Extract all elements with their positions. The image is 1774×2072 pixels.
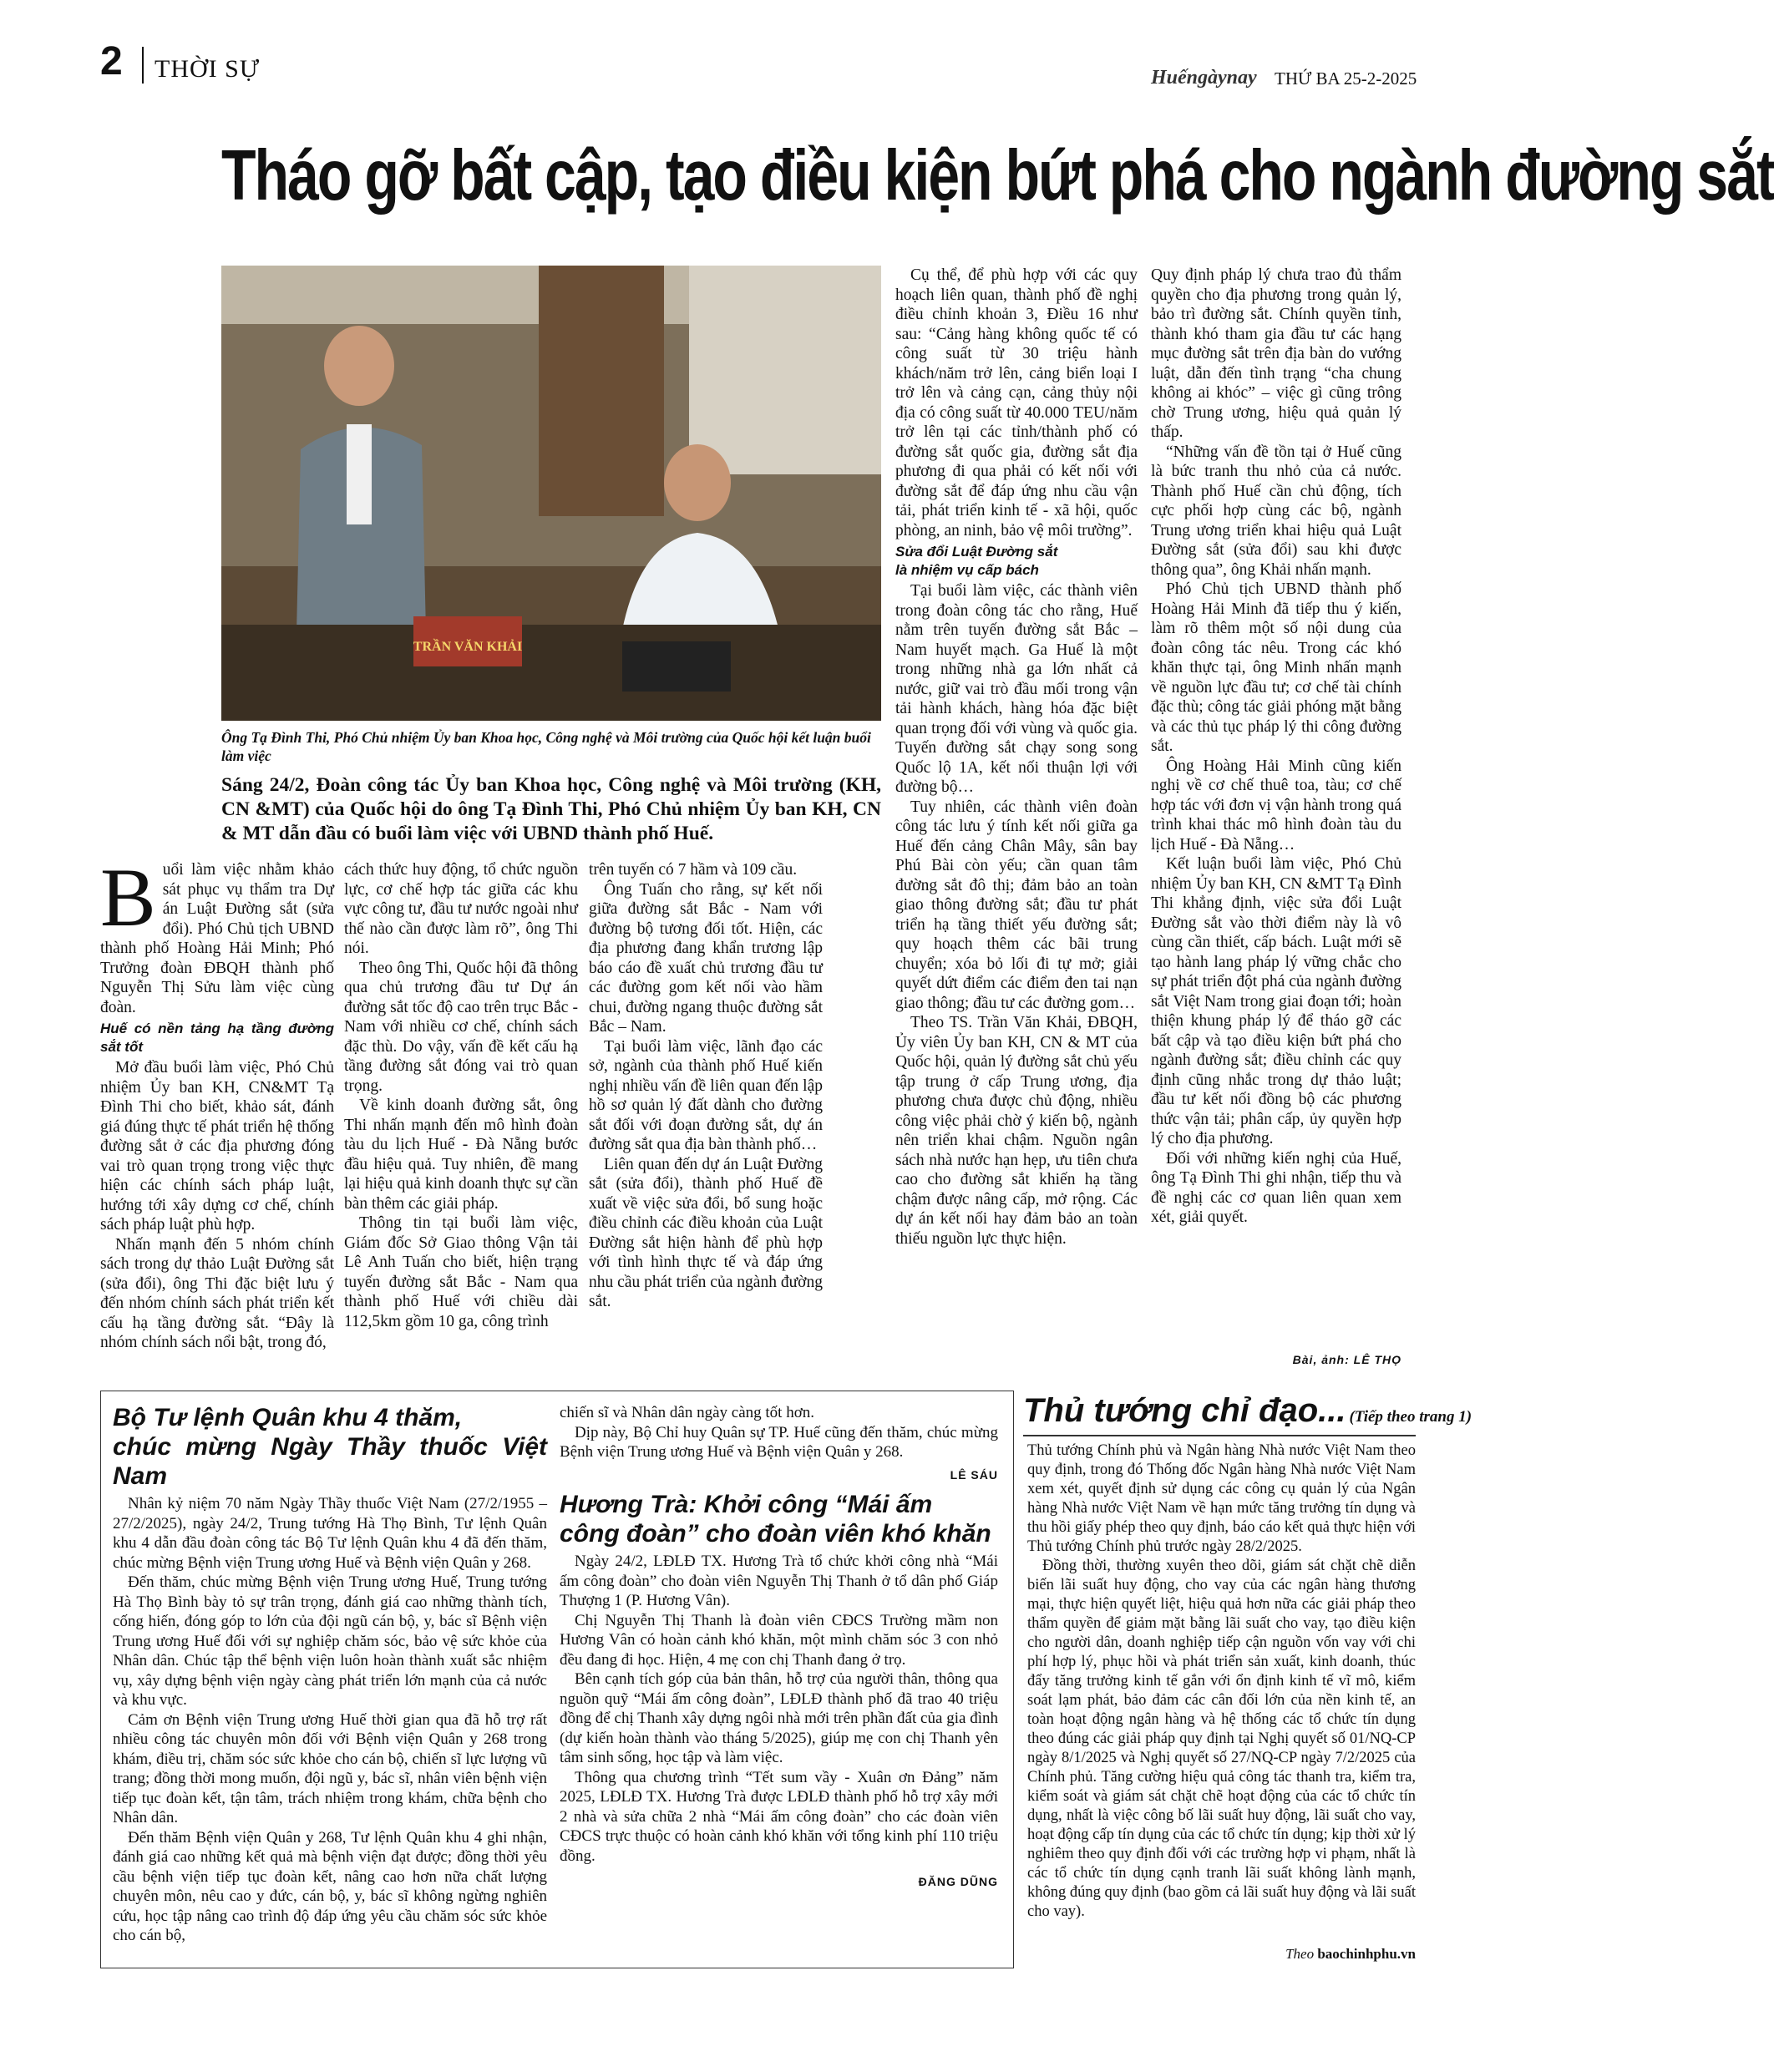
story-byline: ĐĂNG DŨNG (918, 1875, 998, 1888)
photo-caption: Ông Tạ Đình Thi, Phó Chủ nhiệm Ủy ban Khoa học, Công nghệ và Môi trường của Quốc hội kết luận buổi làm việc (221, 729, 871, 764)
title-rule (1023, 1435, 1416, 1436)
article-photo (221, 266, 881, 721)
paragraph: Cụ thể, để phù hợp với các quy hoạch liên quan, thành phố đề nghị điều chỉnh khoản 3, Điều 16 như sau: “Cảng hàng không quốc tế có công suất từ 30 triệu hành khách/năm trở lên, cảng biển loại I trở lên và cảng cạn, cảng thủy nội địa có công suất từ 40.000 TEU/năm trở lên tại các tỉnh/thành phố có đường sắt quốc gia, đường sắt địa phương đi qua phải có kết nối với đường sắt để đáp ứng nhu cầu vận tải, phát triển kinh tế - xã hội, quốc phòng, an ninh, bảo vệ môi trường”. (895, 266, 1138, 540)
masthead-logo: Huếngàynay (1151, 67, 1257, 89)
article-column-1 (100, 851, 334, 1353)
paragraph: Tại buổi làm việc, lãnh đạo các sở, ngành của thành phố Huế kiến nghị nhiều vấn đề liên quan đến lập hồ sơ quản lý đất dành cho đường sắt đối với đoạn đường sắt, dự án đường sắt qua địa bàn thành phố… (589, 1037, 823, 1153)
source-prefix: Theo (1285, 1946, 1315, 1962)
drop-cap: B (100, 851, 156, 944)
box-story-3 (1027, 1441, 1416, 1922)
article-byline: Bài, ảnh: LÊ THỌ (1292, 1353, 1401, 1366)
subheading: Sửa đổi Luật Đường sắt (895, 544, 1058, 560)
article-column-5 (1151, 266, 1401, 1228)
paragraph: Thủ tướng Chính phủ và Ngân hàng Nhà nước Việt Nam theo quy định, trong đó Thống đốc Ngân hàng Nhà nước Việt Nam xem xét, quyết định sử dụng các công cụ quản lý của Ngân hàng Nhà nước Việt Nam về hạn mức tăng trưởng tín dụng và thu hồi giấy phép theo quy định, báo cáo kết quả thực hiện với Thủ tướng Chính phủ trước ngày 28/2/2025. (1027, 1442, 1416, 1555)
story-byline: LÊ SÁU (950, 1467, 998, 1482)
paragraph: Thông tin tại buổi làm việc, Giám đốc Sở Giao thông Vận tải Lê Anh Tuấn cho biết, hiện trạng tuyến đường sắt Bắc - Nam qua thành phố Huế với chiều dài 112,5km gồm 10 ga, công trình (344, 1214, 578, 1330)
article-column-4 (895, 266, 1138, 1249)
paragraph: Đồng thời, thường xuyên theo dõi, giám sát chặt chẽ diễn biến lãi suất huy động, cho vay của các ngân hàng thương mại, thực hiện quyết liệt, hiệu quả hơn nữa các giải pháp theo thẩm quyền để giảm mặt bằng lãi suất cho vay, tạo điều kiện cho người dân, doanh nghiệp tiếp cận nguồn vốn vay với chi phí hợp lý, phục hồi và phát triển sản xuất, kinh doanh, thúc đẩy tăng trưởng kinh tế gắn với ổn định kinh tế vĩ mô, kiểm soát lạm phát, bảo đảm các cân đối lớn của nền kinh tế, an toàn hoạt động ngân hàng và hệ thống các tổ chức tín dụng theo đúng các giải pháp quy định tại Nghị quyết số 01/NQ-CP ngày 8/1/2025 và Nghị quyết số 27/NQ-CP ngày 7/2/2025 của Chính phủ. Tăng cường hiệu quả công tác thanh tra, kiểm tra, kiểm soát và giám sát chặt chẽ hoạt động của các tổ chức tín dụng, nhất là việc công bố lãi suất huy động, lãi suất cho vay, hoạt động cấp tín dụng của các tổ chức tín dụng; kịp thời xử lý nghiêm theo quy định đối với các trường hợp vi phạm, nhất là các tổ chức tín dụng cạnh tranh lãi suất không lành mạnh, không đúng quy định (bao gồm cả lãi suất huy động và lãi suất cho vay). (1027, 1558, 1416, 1920)
paragraph: Kết luận buổi làm việc, Phó Chủ nhiệm Ủy ban KH, CN &MT Tạ Đình Thi khẳng định, việc sửa đổi Luật Đường sắt vào thời điểm này là vô cùng cần thiết, cấp bách. Luật mới sẽ tạo hành lang pháp lý vững chắc cho sự phát triển đột phá của ngành đường sắt Việt Nam trong giai đoạn tới; hoàn thiện khung pháp lý để tháo gỡ các bất cập và tạo điều kiện bứt phá cho ngành đường sắt; điều chỉnh các quy định cũng nhắc trong dự thảo luật; đầu tư kết nối đồng bộ các phương thức vận tải; phân cấp, ủy quyền hợp lý cho địa phương. (1151, 855, 1401, 1147)
paragraph: Chị Nguyễn Thị Thanh là đoàn viên CĐCS Trường mầm non Hương Vân có hoàn cảnh khó khăn, một mình chăm sóc 3 con nhỏ đều đang đi học. Hiện, 4 mẹ con chị Thanh đang ở trọ. (560, 1611, 998, 1669)
paragraph: chiến sĩ và Nhân dân ngày càng tốt hơn. (560, 1404, 814, 1421)
section-label: THỜI SỰ (155, 55, 261, 83)
continued-story-title (1023, 1391, 1472, 1431)
story-title: Bộ Tư lệnh Quân khu 4 thăm, (113, 1404, 463, 1431)
source-name: baochinhphu.vn (1317, 1946, 1416, 1962)
subheading: Huế có nền tảng hạ tầng đường sắt tốt (100, 1021, 334, 1055)
paragraph: Thông qua chương trình “Tết sum vầy - Xuân ơn Đảng” năm 2025, LĐLĐ TX. Hương Trà được LĐLĐ thành phố hỗ trợ xây mới 2 nhà và sửa chữa 2 nhà “Mái ấm công đoàn” cho các đoàn viên CĐCS trực thuộc có hoàn cảnh khó khăn với tổng kinh phí 110 triệu đồng. (560, 1768, 998, 1865)
paragraph: trên tuyến có 7 hầm và 109 cầu. (589, 861, 798, 879)
paragraph: Theo TS. Trần Văn Khải, ĐBQH, Ủy viên Ủy ban KH, CN & MT của Quốc hội, quản lý đường sắt chủ yếu tập trung ở cấp Trung ương, địa phương chưa được chủ động, nhiều công việc phải chờ ý kiến bộ, ngành nên triển khai chậm. Nguồn ngân sách nhà nước hạn hẹp, ưu tiên chưa cao cho đường sắt khiến hạ tầng chậm được nâng cấp, mở rộng. Các dự án kết nối hay đảm bảo an toàn thiếu nguồn lực thực hiện. (895, 1014, 1138, 1248)
source-line (1023, 1946, 1416, 1963)
box-story-2 (560, 1403, 998, 1892)
paragraph: Phó Chủ tịch UBND thành phố Hoàng Hải Minh đã tiếp thu ý kiến, làm rõ thêm một số nội dung của đoàn công tác nêu. Trong các khó khăn thực tại, ông Minh nhấn mạnh về nguồn lực đầu tư; cơ chế tài chính đặc thù; công tác giải phóng mặt bằng và các thủ tục pháp lý thi công đường sắt. (1151, 580, 1401, 755)
article-column-3 (589, 860, 823, 1312)
paragraph: Liên quan đến dự án Luật Đường sắt (sửa đổi), thành phố Huế đề xuất về việc sửa đổi, bổ sung hoặc điều chỉnh các điều khoản của Luật Đường sắt hiện hành để phù hợp với tình hình thực tế và đáp ứng nhu cầu phát triển của ngành đường sắt. (589, 1155, 823, 1310)
story-title: Thủ tướng chỉ đạo... (1023, 1392, 1346, 1429)
article-column-2 (344, 860, 578, 1331)
header-divider (142, 47, 144, 84)
continued-label: (Tiếp theo trang 1) (1349, 1408, 1472, 1426)
paragraph: Đối với những kiến nghị của Huế, ông Tạ Đình Thi ghi nhận, tiếp thu và đề nghị các cơ quan liên quan xem xét, giải quyết. (1151, 1149, 1401, 1226)
box-story-1 (113, 1403, 547, 1946)
paragraph: Tại buổi làm việc, các thành viên trong đoàn công tác cho rằng, Huế nằm trên tuyến đường sắt Bắc – Nam huyết mạch. Ga Huế là một trong những nhà ga lớn nhất cả nước, giữ vai trò đầu mối trong vận tải hành khách, hàng hóa đặc biệt quan trọng đối với vùng và quốc gia. Tuyến đường sắt chạy song song Quốc lộ 1A, kết nối thuận lợi với đường bộ… (895, 582, 1138, 796)
issue-date: THỨ BA 25-2-2025 (1275, 68, 1417, 89)
paragraph: cách thức huy động, tổ chức nguồn lực, cơ chế hợp tác giữa các khu vực công tư, đầu tư nước ngoài như thế nào cần được làm rõ”, ông Thi nói. (344, 861, 578, 957)
paragraph: Theo ông Thi, Quốc hội đã thông qua chủ trương đầu tư Dự án đường sắt tốc độ cao trên trục Bắc - Nam với nhiều cơ chế, chính sách đặc thù. Do vậy, vấn đề kết cấu hạ tầng đường sắt đóng vai trò quan trọng. (344, 959, 578, 1095)
paragraph: Cảm ơn Bệnh viện Trung ương Huế thời gian qua đã hỗ trợ rất nhiều công tác chuyên môn đối với Bệnh viện Quân y 268 trong khám, điều trị, chăm sóc sức khỏe cho cán bộ, chiến sĩ lực lượng vũ trang; đồng thời mong muốn, đội ngũ y, bác sĩ, nhân viên bệnh viện tiếp tục đoàn kết, tận tâm, trách nhiệm trong khám, chữa bệnh cho Nhân dân. (113, 1710, 547, 1826)
page-number: 2 (100, 39, 123, 84)
paragraph: Nhấn mạnh đến 5 nhóm chính sách trong dự thảo Luật Đường sắt (sửa đổi), ông Thi đặc biệt lưu ý đến nhóm chính sách phát triển kết cấu hạ tầng đường sắt. “Đây là nhóm chính sách nổi bật, trong đó, (100, 1235, 334, 1351)
photo-illustration (221, 266, 881, 721)
story-title: Hương Trà: Khởi công “Mái ấm (560, 1491, 933, 1518)
paragraph: uổi làm việc nhằm khảo sát phục vụ thẩm tra Dự án Luật Đường sắt (sửa đổi). Phó Chủ tịch UBND thành phố Hoàng Hải Minh; Phó Trưởng đoàn ĐBQH thành phố Nguyễn Thị Sửu làm việc cùng đoàn. (100, 861, 334, 1016)
paragraph: Đến thăm Bệnh viện Quân y 268, Tư lệnh Quân khu 4 ghi nhận, đánh giá cao những kết quả mà bệnh viện đạt được; đồng thời yêu cầu bệnh viện tiếp tục đoàn kết, nâng cao hơn nữa chất lượng chuyên môn, nêu cao y đức, cán bộ, y, bác sĩ không ngừng nghiên cứu, học tập nâng cao trình độ đáp ứng yêu cầu chăm sóc sức khỏe cho cán bộ, (113, 1828, 547, 1944)
paragraph: Tuy nhiên, các thành viên đoàn công tác lưu ý tính kết nối giữa ga Huế đến cảng Chân Mây, sân bay Phú Bài còn yếu; cần quan tâm đường sắt đô thị; đảm bảo an toàn giao thông đường sắt; đầu tư phát triển hạ tầng thiết yếu đường sắt; quy hoạch thêm các bãi trung chuyển; xóa bỏ lối đi tự mở; giải quyết dứt điểm các điểm đen tai nạn giao thông; đầu tư các đường gom… (895, 798, 1138, 1012)
paragraph: Về kinh doanh đường sắt, ông Thi nhấn mạnh đến mô hình đoàn tàu du lịch Huế - Đà Nẵng bước đầu hiệu quả. Tuy nhiên, đề mang lại hiệu quả kinh doanh thực sự cần bàn thêm các giải pháp. (344, 1097, 578, 1213)
story-title: chúc mừng Ngày Thầy thuốc Việt Nam (113, 1433, 547, 1490)
paragraph: Nhân kỷ niệm 70 năm Ngày Thầy thuốc Việt Nam (27/2/1955 – 27/2/2025), ngày 24/2, Trung tướng Hà Thọ Bình, Tư lệnh Quân khu 4 dẫn đầu đoàn công tác Bộ Tư lệnh Quân khu 4 đã đến thăm, chúc mừng Bệnh viện Trung ương Huế và Bệnh viện Quân y 268. (113, 1495, 547, 1572)
paragraph: Đến thăm, chúc mừng Bệnh viện Trung ương Huế, Trung tướng Hà Thọ Bình bày tỏ sự trân trọng, đánh giá cao những thành tích, cống hiến, đóng góp to lớn của đội ngũ cán bộ, y, bác sĩ Bệnh viện Trung ương Huế đối với sự nghiệp chăm sóc, bảo vệ sức khỏe của Nhân dân. Chúc tập thể bệnh viện luôn hoàn thành xuất sắc nhiệm vụ, xây dựng bệnh viện ngày càng phát triển lớn mạnh của cả nước và khu vực. (113, 1573, 547, 1709)
paragraph: Quy định pháp lý chưa trao đủ thẩm quyền cho địa phương trong quản lý, bảo trì đường sắt. Chính quyền tỉnh, thành khó tham gia đầu tư các hạng mục đường sắt trên địa bàn do vướng luật, dẫn đến tình trạng “cha chung không ai khóc” – việc gì cũng trông chờ Trung ương, hiệu quả quản lý thấp. (1151, 266, 1401, 441)
subheading: là nhiệm vụ cấp bách (895, 562, 1039, 578)
paragraph: Mở đầu buổi làm việc, Phó Chủ nhiệm Ủy ban KH, CN&MT Tạ Đình Thi cho biết, khảo sát, đánh giá đúng thực tế phát triển hệ thống đường sắt ở các địa phương đóng vai trò quan trọng trong việc thực hiện các chính sách pháp luật, hướng tới xây dựng cơ chế, chính sách pháp luật phù hợp. (100, 1059, 334, 1234)
paragraph: Dịp này, Bộ Chỉ huy Quân sự TP. Huế cũng đến thăm, chúc mừng Bệnh viện Trung ương Huế và Bệnh viện Quân y 268. (560, 1423, 998, 1461)
story-title: công đoàn” cho đoàn viên khó khăn (560, 1520, 991, 1548)
paragraph: Bên cạnh tích góp của bản thân, hỗ trợ của người thân, thông qua nguồn quỹ “Mái ấm công đoàn”, LĐLĐ thành phố đã trao 40 triệu đồng để chị Thanh xây dựng ngôi nhà mới trên phần đất của gia đình (dự kiến hoàn thành vào tháng 5/2025), giúp mẹ con chị Thanh yên tâm sinh sống, học tập và làm việc. (560, 1670, 998, 1766)
nameplate: TRẦN VĂN KHẢI (413, 640, 523, 654)
paragraph: Ông Hoàng Hải Minh cũng kiến nghị về cơ chế thuê toa, tàu; cơ chế hợp tác với đơn vị vận hành trong quá trình khai thác mô hình đoàn tàu du lịch Huế - Đà Nẵng… (1151, 757, 1401, 854)
paragraph: Ngày 24/2, LĐLĐ TX. Hương Trà tổ chức khởi công nhà “Mái ấm công đoàn” cho đoàn viên Nguyễn Thị Thanh ở tổ dân phố Giáp Thượng 1 (P. Hương Vân). (560, 1553, 998, 1609)
article-sapo: Sáng 24/2, Đoàn công tác Ủy ban Khoa học, Công nghệ và Môi trường (KH, CN &MT) của Quốc hội do ông Tạ Đình Thi, Phó Chủ nhiệm Ủy ban KH, CN & MT dẫn đầu có buổi làm việc với UBND thành phố Huế. (221, 774, 881, 844)
paragraph: Ông Tuấn cho rằng, sự kết nối giữa đường sắt Bắc - Nam với đường bộ tương đối tốt. Hiện, các địa phương đang khẩn trương lập báo cáo đề xuất chủ trương đầu tư các đường gom kết nối vào hầm chui, đường ngang thuộc đường sắt Bắc – Nam. (589, 880, 823, 1036)
paragraph: “Những vấn đề tồn tại ở Huế cũng là bức tranh thu nhỏ của cả nước. Thành phố Huế cần chủ động, tích cực phối hợp cùng các bộ, ngành Trung ương triển khai hiệu quả Luật Đường sắt (sửa đổi) sau khi được thông qua”, ông Khải nhấn mạnh. (1151, 443, 1401, 579)
main-headline: Tháo gỡ bất cập, tạo điều kiện bứt phá cho ngành đường sắt (221, 135, 1774, 215)
